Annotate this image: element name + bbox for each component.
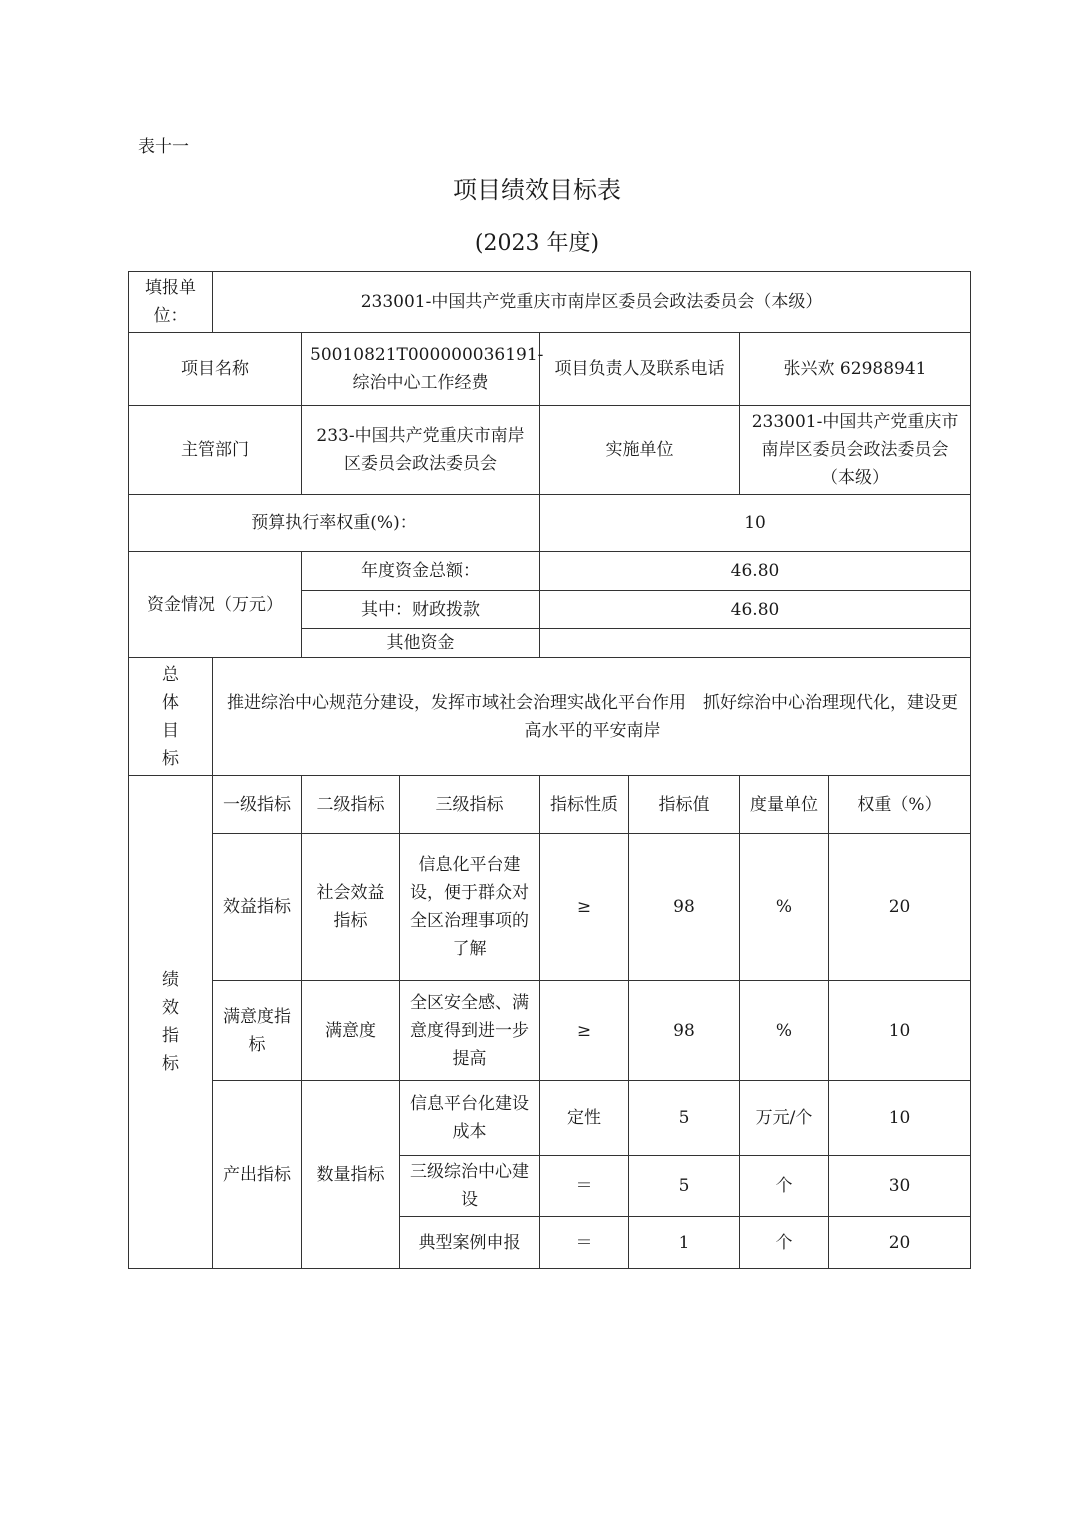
funds-label: 资金情况（万元） xyxy=(129,552,302,658)
level2-cell: 数量指标 xyxy=(302,1081,400,1269)
overall-goal-label-char: 目 xyxy=(162,720,179,741)
level3-cell: 信息化平台建设，便于群众对全区治理事项的了解 xyxy=(400,834,540,981)
unit-cell: % xyxy=(740,981,829,1081)
table-row xyxy=(129,1081,971,1156)
budget-rate-value: 10 xyxy=(540,495,971,552)
project-name-label: 项目名称 xyxy=(129,333,302,406)
budget-rate-row xyxy=(129,495,971,552)
level1-cell: 效益指标 xyxy=(213,834,302,981)
reporting-unit-label: 填报单位： xyxy=(129,272,213,333)
value-cell: 98 xyxy=(629,834,740,981)
level1-cell: 产出指标 xyxy=(213,1081,302,1269)
implementing-unit-label: 实施单位 xyxy=(540,406,740,495)
overall-goal-label xyxy=(129,658,213,776)
supervising-dept-label: 主管部门 xyxy=(129,406,302,495)
nature-cell: ≥ xyxy=(540,981,629,1081)
header-level2: 二级指标 xyxy=(302,776,400,834)
funds-fiscal-label: 其中：财政拨款 xyxy=(302,591,540,629)
project-name-row xyxy=(129,333,971,406)
value-cell: 5 xyxy=(629,1156,740,1217)
weight-cell: 10 xyxy=(829,1081,971,1156)
header-weight: 权重（%） xyxy=(829,776,971,834)
unit-cell: 个 xyxy=(740,1217,829,1269)
reporting-unit-row xyxy=(129,272,971,333)
funds-total-row xyxy=(129,552,971,591)
header-unit: 度量单位 xyxy=(740,776,829,834)
funds-other-label: 其他资金 xyxy=(302,629,540,658)
unit-cell: % xyxy=(740,834,829,981)
overall-goal-label-char: 体 xyxy=(162,692,179,713)
funds-total-value: 46.80 xyxy=(540,552,971,591)
level3-cell: 典型案例申报 xyxy=(400,1217,540,1269)
level3-cell: 三级综治中心建设 xyxy=(400,1156,540,1217)
weight-cell: 20 xyxy=(829,834,971,981)
nature-cell: 定性 xyxy=(540,1081,629,1156)
nature-cell: ≥ xyxy=(540,834,629,981)
header-level1: 一级指标 xyxy=(213,776,302,834)
implementing-unit-value: 233001-中国共产党重庆市南岸区委员会政法委员会（本级） xyxy=(740,406,971,495)
table-number-label: 表十一 xyxy=(138,137,189,157)
weight-cell: 30 xyxy=(829,1156,971,1217)
performance-label-char: 绩 xyxy=(162,970,179,990)
performance-label-char: 指 xyxy=(162,1026,179,1046)
level2-cell: 社会效益指标 xyxy=(302,834,400,981)
level3-cell: 全区安全感、满意度得到进一步提高 xyxy=(400,981,540,1081)
document-title: 项目绩效目标表 xyxy=(453,176,621,204)
overall-goal-label-char: 标 xyxy=(162,748,179,769)
overall-goal-text: 推进综治中心规范分建设，发挥市域社会治理实战化平台作用 抓好综治中心治理现代化，建设更高水平的平安南岸 xyxy=(213,658,971,776)
performance-indicator-label xyxy=(129,776,213,1269)
department-row xyxy=(129,406,971,495)
nature-cell: ＝ xyxy=(540,1217,629,1269)
funds-total-label: 年度资金总额： xyxy=(302,552,540,591)
weight-cell: 20 xyxy=(829,1217,971,1269)
header-level3: 三级指标 xyxy=(400,776,540,834)
level1-cell: 满意度指标 xyxy=(213,981,302,1081)
project-leader-label: 项目负责人及联系电话 xyxy=(540,333,740,406)
unit-cell: 个 xyxy=(740,1156,829,1217)
performance-label-char: 效 xyxy=(162,998,179,1018)
project-leader-value: 张兴欢 62988941 xyxy=(740,333,971,406)
indicator-header-row xyxy=(129,776,971,834)
budget-rate-label: 预算执行率权重(%)： xyxy=(129,495,540,552)
value-cell: 5 xyxy=(629,1081,740,1156)
document-year: (2023 年度) xyxy=(474,231,600,256)
funds-fiscal-value: 46.80 xyxy=(540,591,971,629)
performance-goal-table xyxy=(128,271,971,1269)
nature-cell: ＝ xyxy=(540,1156,629,1217)
table-row xyxy=(129,981,971,1081)
overall-goal-label-char: 总 xyxy=(162,664,179,685)
project-name-value: 50010821T000000036191-综治中心工作经费 xyxy=(302,333,540,406)
performance-label-char: 标 xyxy=(162,1054,179,1074)
weight-cell: 10 xyxy=(829,981,971,1081)
value-cell: 98 xyxy=(629,981,740,1081)
header-value: 指标值 xyxy=(629,776,740,834)
table-row xyxy=(129,834,971,981)
level2-cell: 满意度 xyxy=(302,981,400,1081)
overall-goal-row xyxy=(129,658,971,776)
unit-cell: 万元/个 xyxy=(740,1081,829,1156)
supervising-dept-value: 233-中国共产党重庆市南岸区委员会政法委员会 xyxy=(302,406,540,495)
value-cell: 1 xyxy=(629,1217,740,1269)
reporting-unit-value: 233001-中国共产党重庆市南岸区委员会政法委员会（本级） xyxy=(213,272,971,333)
funds-other-value xyxy=(540,629,971,658)
header-nature: 指标性质 xyxy=(540,776,629,834)
level3-cell: 信息平台化建设成本 xyxy=(400,1081,540,1156)
